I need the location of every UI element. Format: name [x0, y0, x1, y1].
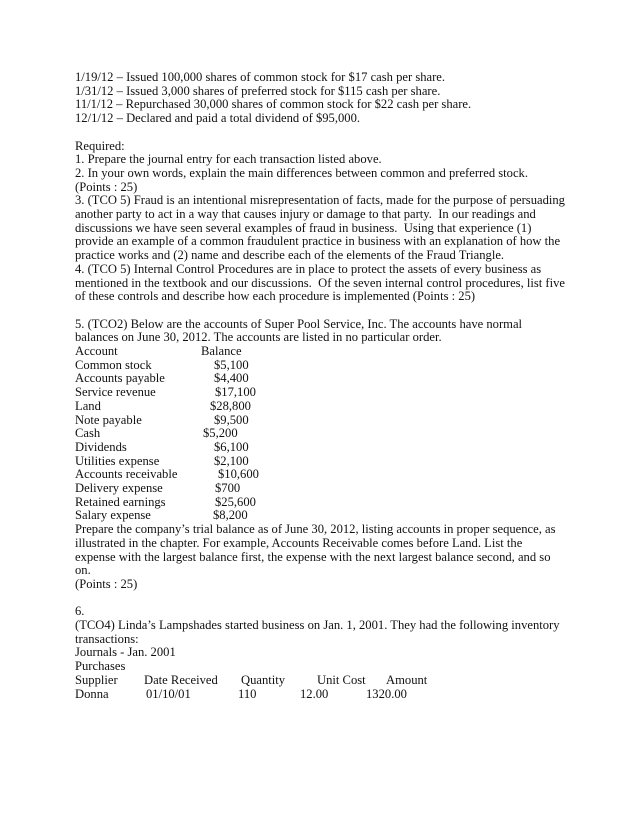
account-name: Note payable [75, 412, 142, 427]
q5-instruction-line: (Points : 25) [75, 576, 138, 591]
account-row [75, 468, 575, 482]
q6-intro-line: Purchases [75, 659, 126, 674]
account-row [75, 509, 575, 523]
supplier-column-header: Supplier [75, 672, 118, 687]
account-row [75, 427, 575, 441]
spacer [75, 304, 575, 318]
account-balance: $17,100 [215, 385, 256, 400]
account-row [75, 482, 575, 496]
unit-cost-column-header: Unit Cost [317, 672, 366, 687]
q5-intro-line: balances on June 30, 2012. The accounts are listed in no particular order. [75, 330, 442, 345]
account-balance: $5,100 [214, 357, 249, 372]
spacer [75, 126, 575, 140]
required-line: discussions we have seen several examples of fraud in business. Using that experience (1) [75, 220, 532, 235]
q5-instruction-line: on. [75, 563, 91, 578]
account-column-header: Account [75, 344, 118, 359]
transaction-line: 1/19/12 – Issued 100,000 shares of common stock for $17 cash per share. [75, 70, 446, 84]
accounts-header-row [75, 345, 575, 359]
date-received-column-header: Date Received [144, 672, 218, 687]
q6-intro-line: (TCO4) Linda’s Lampshades started business on Jan. 1, 2001. They had the following inventory [75, 618, 560, 633]
account-balance: $6,100 [214, 439, 249, 454]
account-name: Dividends [75, 439, 127, 454]
quantity-cell: 110 [238, 686, 257, 701]
account-name: Common stock [75, 357, 152, 372]
q5-instruction-line: expense with the largest balance first, the expense with the next largest balance second, and so [75, 549, 551, 564]
balance-column-header: Balance [201, 344, 242, 359]
account-name: Accounts payable [75, 371, 165, 386]
q6-intro-line: transactions: [75, 631, 139, 646]
required-line: 2. In your own words, explain the main differences between common and preferred stock. [75, 165, 528, 180]
account-row [75, 372, 575, 386]
q5-instruction-line: Prepare the company’s trial balance as of June 30, 2012, listing accounts in proper sequence, as [75, 522, 556, 537]
required-line: practice works and (2) name and describe each of the elements of the Fraud Triangle. [75, 248, 505, 263]
account-name: Land [75, 398, 101, 413]
account-balance: $9,500 [214, 412, 249, 427]
account-row [75, 359, 575, 373]
required-line: provide an example of a common fraudulent practice in business with an explanation of how the [75, 234, 561, 249]
quantity-column-header: Quantity [241, 672, 286, 687]
required-line: (Points : 25) [75, 179, 138, 194]
required-line: 4. (TCO 5) Internal Control Procedures are in place to protect the assets of every business as [75, 261, 542, 276]
required-line: of these controls and describe how each procedure is implemented (Points : 25) [75, 289, 476, 304]
purchases-row [75, 688, 575, 702]
purchases-header-row [75, 674, 575, 688]
required-line: 1. Prepare the journal entry for each transaction listed above. [75, 152, 382, 167]
transaction-line: 11/1/12 – Repurchased 30,000 shares of common stock for $22 cash per share. [75, 97, 472, 112]
purchases-table [75, 674, 575, 701]
account-balance: $700 [215, 481, 241, 496]
account-balance: $28,800 [210, 398, 251, 413]
transactions-list [75, 71, 575, 126]
account-name: Salary expense [75, 508, 151, 523]
account-balance: $2,100 [214, 453, 249, 468]
required-line: another party to act in a way that causes injury or damage to that party. In our readings and [75, 207, 536, 222]
required-line: mentioned in the textbook and our discussions. Of the seven internal control procedures, list five [75, 275, 565, 290]
q5-instruction-line: illustrated in the chapter. For example, Accounts Receivable comes before Land. List the [75, 535, 523, 550]
date-received-cell: 01/10/01 [146, 686, 191, 701]
transaction-line: 12/1/12 – Declared and paid a total dividend of $95,000. [75, 111, 361, 126]
account-row [75, 400, 575, 414]
account-balance: $4,400 [214, 371, 249, 386]
required-heading: Required: [75, 138, 125, 153]
unit-cost-cell: 12.00 [300, 686, 329, 701]
account-name: Accounts receivable [75, 467, 178, 482]
account-balance: $5,200 [203, 426, 238, 441]
question-5 [75, 318, 575, 592]
spacer [75, 592, 575, 606]
account-name: Delivery expense [75, 481, 163, 496]
account-name: Utilities expense [75, 453, 160, 468]
document-page [75, 71, 575, 701]
account-row [75, 386, 575, 400]
account-balance: $25,600 [215, 494, 256, 509]
required-section [75, 140, 575, 304]
account-balance: $10,600 [218, 467, 259, 482]
q5-intro-line: 5. (TCO2) Below are the accounts of Super Pool Service, Inc. The accounts have normal [75, 316, 523, 331]
q6-intro-line: Journals - Jan. 2001 [75, 645, 176, 660]
account-name: Cash [75, 426, 101, 441]
question-6 [75, 605, 575, 701]
q6-number: 6. [75, 604, 85, 619]
account-row [75, 441, 575, 455]
required-line: 3. (TCO 5) Fraud is an intentional misrepresentation of facts, made for the purpose of persuading [75, 193, 565, 208]
account-row [75, 414, 575, 428]
account-balance: $8,200 [213, 508, 248, 523]
transaction-line: 1/31/12 – Issued 3,000 shares of preferred stock for $115 cash per share. [75, 83, 441, 98]
account-row [75, 455, 575, 469]
account-name: Retained earnings [75, 494, 166, 509]
supplier-cell: Donna [75, 686, 109, 701]
amount-cell: 1320.00 [366, 686, 407, 701]
account-row [75, 496, 575, 510]
account-name: Service revenue [75, 385, 156, 400]
amount-column-header: Amount [386, 672, 428, 687]
accounts-table [75, 345, 575, 523]
